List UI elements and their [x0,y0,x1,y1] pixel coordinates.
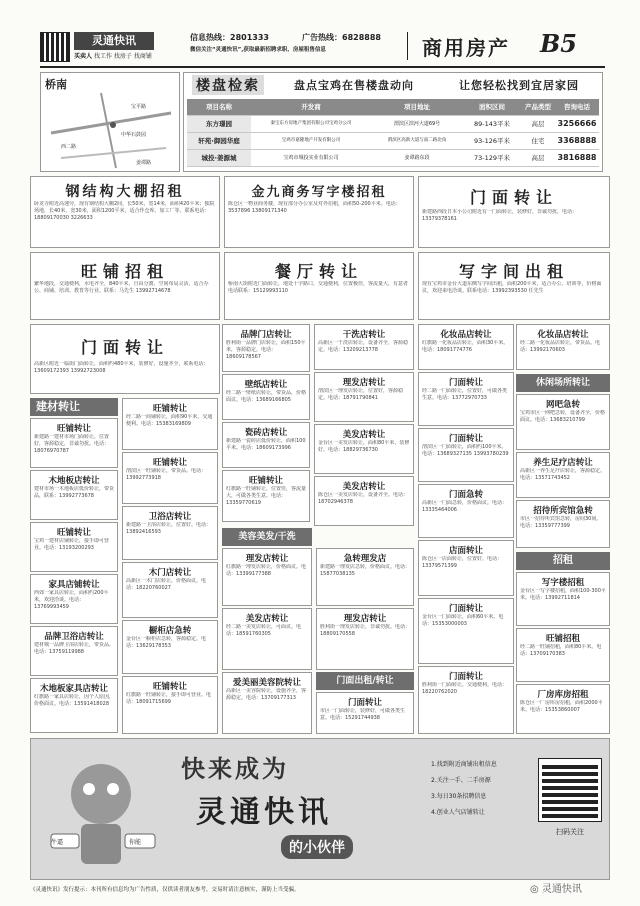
classified-ad[interactable] [30,574,118,624]
phone: 3816888 [557,153,597,162]
header-logo: 灵通快讯 [74,32,154,50]
promo-step: 1.找到附近商铺出租信息 [431,761,497,768]
ad-body: 高新区一木门店转让，价格面议。电话：18220760027 [126,578,207,591]
ad-body: 现有宝鸡市金台大道东侧写字间出租，面积200平米，适合办公、培训等，价格面议，欢迎来电洽谈。联系电话：13992393530 任先生 [422,281,602,294]
table-row[interactable] [187,133,599,150]
promo-headline-1: 快来成为 [181,755,289,783]
watermark-text: 灵通快讯 [541,884,582,895]
ad-body: 金台区一写字楼招租，面积100-300平米。电话：13992711814 [520,588,606,601]
classified-ad[interactable] [418,428,514,482]
product-type: 住宅 [531,137,545,145]
ad-body: 高新区附近一临街门面转让，面积约480平米，装修好，设施齐全，联系电话：13609172393 13992723008 [34,361,209,374]
ad-body: 红旗路一旺铺转让，位置佳，客流量大，可做各类生意。电话：13359770619 [226,486,307,506]
ad-title: 金九商务写字楼招租 [251,185,387,200]
classified-ad[interactable] [222,608,312,670]
cartoon-mascot-icon [41,749,161,874]
classified-ad[interactable] [316,692,414,734]
table-row[interactable] [187,116,599,133]
ad-title: 厂房库房招租 [537,690,589,700]
section-title: 商用房产 [422,36,510,60]
logo-qr-icon [40,32,70,62]
ad-body: 新建路一瓷砖店低价转让，面积100平米。电话：18609173996 [226,438,306,451]
ad-title: 餐厅转让 [274,262,363,281]
classified-ad[interactable] [516,324,610,370]
ad-title: 壁纸店转让 [244,380,288,390]
product-type: 高层 [531,154,545,162]
ad-body: 繁华地段，交通便利，水电齐全，840平米，自由分割，空间布局灵活，适合办公、商铺、培训、教育等行业。联系：马先生 13992714678 [34,281,209,294]
classified-ad[interactable] [222,672,312,734]
ad-title: 理发店转让 [343,614,387,624]
classified-ad[interactable] [222,470,310,522]
column-building-materials [30,418,118,733]
ad-body: 市区一门面转让，装修好，可做各类生意。电话：15291744938 [320,708,406,721]
col-header: 项目地址 [404,103,430,111]
promo-step: 3.每日30条招聘信息 [431,793,487,800]
ad-title: 旺铺招租 [545,634,580,644]
ad-body: 新建路一卫浴店转让，位置好。电话：13892416593 [126,522,212,535]
ad-title: 旺铺转让 [56,424,91,434]
ad-body: 经二路一化妆品店转让，带货品。电话：13992170603 [520,340,601,353]
classified-ad[interactable] [418,372,514,426]
ad-title: 化妆品店转让 [440,330,492,340]
area-range: 89-143平米 [473,120,511,128]
classified-ad[interactable] [30,678,118,733]
ad-title: 理发店转让 [342,378,386,388]
ad-body: 建材城一品牌卫浴店转让，带货品。电话：13759119988 [34,642,115,655]
col-header: 开发商 [301,103,321,111]
ad-title: 旺铺转让 [152,458,187,468]
column-3 [122,398,218,734]
ad-body: 胜利街一理发店转让，非诚勿扰。电话：18809170558 [320,624,411,637]
ad-body: 卧龙寺附近高速旁，现有钢结构大棚2间，长50米，宽14米，面积420平米；独院场地，长40米，宽30米，面积1200平米，适合作仓库、加工厂等。联系电话：18809170030 3226633 [34,201,215,221]
area-label: 桥南 [45,78,67,91]
promo-step: 4.创业人气店铺转让 [431,809,485,816]
road-label: 西二路 [61,144,77,150]
developer: 宝鸡市城投实业有限公司 [283,155,339,161]
ad-body: 金台区一美发店转让，面积80平米，装修好。电话：18829736730 [318,440,410,453]
ad-title: 旺铺转让 [248,476,283,486]
ad-body: 高新区一干洗店转让，设备齐全，客源稳定。电话：13209213778 [318,340,409,353]
classified-ad[interactable] [516,500,610,548]
ad-body: 金台区一橱柜店急转，客源稳定。电话：13629178353 [126,636,207,649]
ad-title: 门面转让 [448,604,483,614]
ad-title: 干洗店转让 [342,330,386,340]
section-header-leisure: 休闲场所转让 [516,374,610,392]
area-map [40,72,180,172]
classified-ad[interactable] [122,620,218,674]
listing-table [187,99,599,171]
listing-title: 楼盘检索 [192,75,264,95]
slogan-item: 找商铺 [133,53,152,60]
classified-ad[interactable] [222,324,310,372]
ad-body: 渭滨区一旺铺转让，带货品。电话：13992773918 [126,468,207,481]
classified-ad[interactable] [316,548,414,606]
section-header-storefront: 门面出租/转让 [316,672,414,690]
promo-headline-3: 的小伙伴 [281,835,353,859]
classified-ad[interactable] [516,572,610,626]
ad-body: 陈仓区一厂房库房招租，面积2000平米。电话：15353860007 [520,700,603,713]
footer-watermark [530,880,610,900]
ad-title: 木地板店转让 [48,476,100,486]
product-type: 高层 [531,120,545,128]
ad-title: 卫浴店转让 [148,512,192,522]
phone: 3256666 [557,119,597,128]
classified-ad[interactable] [516,628,610,682]
column-6 [418,324,514,734]
qr-code-icon[interactable] [539,759,601,821]
col-header: 咨询电话 [564,103,590,111]
ad-title: 钢结构大棚招租 [65,184,185,200]
ad-body: 经二路一商铺转让，面积90平米，交通便利。电话：15383169809 [126,414,213,427]
ad-title: 写字间出租 [458,262,569,281]
ad-body: 宝鸡市区一网吧急转，设备齐全，价格面议。电话：13683210799 [520,410,606,423]
address: 渭滨区滨河大道69号 [393,121,441,127]
classified-ad[interactable] [30,470,118,520]
map-roads [41,73,180,172]
ad-title: 品牌门店转让 [240,330,292,340]
ad-body: 渭滨区一门面转让，面积约100平米。电话：13689327135 13993780239 [422,444,509,457]
slogan-left: 买卖人 [74,53,93,60]
ad-title: 化妆品店转让 [537,330,589,340]
ad-title: 美发店转让 [342,430,386,440]
ad-body: 陈仓区一店面转让，位置好。电话：13379571399 [422,556,503,569]
ad-title: 家具店铺转让 [48,580,100,590]
ad-title: 旺铺转让 [56,528,91,538]
classified-ad[interactable] [30,522,118,572]
ad-title: 店面转让 [448,546,483,556]
slogan-item: 找工作 [93,53,112,60]
ad-body: 经二路一壁纸店转让，带货品，价格面议。电话：13689166805 [226,390,307,403]
classified-ad[interactable] [222,548,312,606]
ad-body: 高新区一门面急转，价格面议。电话：13335464006 [422,500,508,513]
ad-body: 新建路一理发店急转，价格面议。电话：15877038135 [320,564,411,577]
ad-body: 金台区一门面转让，面积60平米。电话：15353000003 [422,614,504,627]
ad-body: 市区一招待所宾馆急转，房间30间。电话：13359777399 [520,516,602,529]
listing-panel [183,72,603,172]
ad-title: 门面转让 [80,338,169,357]
ad-title: 旺铺转让 [152,404,187,414]
classified-ad[interactable] [122,506,218,560]
road-label: 宝平路 [131,104,147,110]
ad-body: 经二路一门面转让，位置好，可做各类生意。电话：13772970733 [422,388,508,401]
classified-ad[interactable] [122,676,218,734]
footer-disclaimer: 《灵通快讯》发行提示：本刊所有信息均为广告性质，仅供读者朋友参考，交易时请注意核实，谨防上当受骗。 [30,887,300,893]
ad-body: 陈仓区一物业商务楼，现有部分办公室及对外招租，面积50-200平米。电话：3537896 13809171340 [228,201,401,214]
classified-ad[interactable] [316,608,414,670]
col-header: 产品类型 [525,103,551,111]
ad-body: 红旗路一旺铺转让，接手即可营业。电话：18091715699 [126,692,212,705]
classified-ad[interactable] [418,540,514,596]
ad-title: 网吧急转 [545,400,580,410]
promo-steps [431,757,531,821]
classified-ad[interactable] [314,476,414,526]
ad-body: 高新区一美容院转让，设施齐全，客源稳定。电话：13709177313 [226,688,307,701]
ad-body: 新建路一建材市场门面转让，位置好，客源稳定，非诚勿扰。电话：18076970787 [34,434,110,454]
ad-body: 宝鸡一建材店铺转让，接手即可营业。电话：13193200293 [34,538,110,551]
classified-ad[interactable] [314,324,414,370]
ad-body: 高新区一养生足疗店转让，客源稳定。电话：13571743452 [520,468,606,481]
col-header: 面积区间 [479,103,505,111]
ad-body: 建材市场一木地板店低价转让，带货品，联系：13992773678 [34,486,115,499]
ad-title: 瓷砖店转让 [244,428,288,438]
classified-ad[interactable] [122,452,218,504]
ad-body: 红旗路一化妆品店转让，面积30平米。电话：18091774776 [422,340,509,353]
classified-ad[interactable] [418,484,514,538]
ad-title: 门面转让 [469,188,558,207]
ad-body: 陈仓区一美发店转让，设备齐全。电话：18702946378 [318,492,409,505]
table-row[interactable] [187,150,599,167]
phone: 3368888 [557,136,597,145]
wechat-icon: ◎ [530,884,539,895]
ad-body: 经二路一旺铺招租，面积80平米。电话：13709170383 [520,644,602,657]
wechat-note: 微信关注“灵通快讯”,获取最新招聘求职、房屋租售信息 [190,47,326,53]
listing-subtitle-2: 让您轻松找到宜居家园 [459,79,579,92]
ad-title: 旺铺转让 [152,682,187,692]
classified-ad[interactable] [516,452,610,498]
classified-ad[interactable] [314,372,414,422]
classified-ad[interactable] [418,666,514,734]
ad-phone: 广告热线：6828888 [302,33,381,42]
ad-title: 美发店转让 [342,482,386,492]
ad-title: 品牌卫浴店转让 [44,632,104,642]
road-label: 姜谭路 [136,160,152,166]
classified-ad[interactable] [516,684,610,734]
classified-ad[interactable] [30,418,118,468]
project-name: 东方璟园 [187,116,251,132]
ad-storefront-transfer[interactable] [418,176,610,248]
area-range: 93-126平米 [473,137,511,145]
ad-title: 门面转让 [448,378,483,388]
promo-step: 2.关注一手、二手房源 [431,777,491,784]
ad-title: 木门店转让 [148,568,192,578]
slogan-item: 找房子 [113,53,132,60]
ad-office-rent[interactable] [418,252,610,320]
promo-headline-2: 灵通快讯 [196,795,332,830]
ad-title: 急转理发店 [343,554,387,564]
ad-shop-rent[interactable] [30,252,220,320]
ad-title: 理发店转让 [245,554,289,564]
classified-ad[interactable] [418,324,514,370]
ad-body: 经二路一美发店转让，可面议。电话：18591760305 [226,624,302,637]
ad-body: 红旗路一理发店转让，价格面议。电话：13399177388 [226,564,307,577]
area-range: 73-129平米 [473,154,511,162]
classified-ad[interactable] [314,424,414,474]
classified-ad[interactable] [222,422,310,468]
project-name: 城投·姜源城 [187,150,251,166]
ad-storefront-transfer-2[interactable] [30,324,220,394]
ad-title: 招待所宾馆急转 [533,506,593,516]
section-header-rent: 招租 [516,552,610,570]
ad-body: 桥南大街附近门面转让，地处十字路口，交通便利，位置极佳，客流量大，有意者电话联系：15129993110 [228,281,409,294]
promo-tag: 你能 [129,839,142,846]
developer: 秦宝东方房地产集团有限公司宝鸡分公司 [270,121,352,126]
ad-steel-shed[interactable] [30,176,220,248]
ad-title: 门面转让 [448,672,483,682]
address: 渭滨区高新大道与南二路北角 [387,138,447,143]
ad-body: 西郊一家具店转让，面积约200平米，欢迎洽谈。电话：13769993459 [34,590,109,610]
section-header-beauty: 美容美发/干洗 [222,528,312,546]
ad-title: 门面转让 [448,434,483,444]
classified-ad[interactable] [418,598,514,664]
classified-ad[interactable] [516,394,610,450]
column-beauty [222,548,414,734]
ad-body: 胜利街一门面转让，交通便利。电话：18220762020 [422,682,508,695]
ad-title: 旺铺招租 [80,262,169,281]
info-phone: 信息热线：2801333 [190,33,269,42]
ad-body: 胜利街一品牌门店转让，面积150平米，客源稳定。电话：18609178567 [226,340,306,360]
classified-ad[interactable] [30,626,118,676]
ad-title: 写字楼招租 [541,578,585,588]
ad-title: 门面转让 [347,698,382,708]
section-header-building-materials: 建材转让 [30,398,118,416]
ad-body: 红旗路一家具店转让，因个人原因，价格面议。电话：13591418028 [34,694,115,707]
ad-title: 美发店转让 [245,614,289,624]
table-header [187,99,599,116]
road-label: 中华石鼓园 [121,132,147,138]
ad-body: 渭滨区一理发店转让，位置好，客源稳定。电话：18791790841 [318,388,404,401]
listing-subtitle: 盘点宝鸡在售楼盘动向 [294,79,414,92]
page-number: B5 [540,29,577,58]
header [40,30,600,70]
classified-ad[interactable] [122,562,218,618]
column-7 [516,324,610,734]
ad-restaurant-transfer[interactable] [224,252,414,320]
project-name: 轩苑·御园华庭 [187,133,251,149]
col-header: 项目名称 [206,103,232,111]
ad-title: 养生足疗店转让 [533,458,593,468]
developer: 宝鸡市嘉隆地产开发有限公司 [281,138,341,143]
promo-tag: 牛逼 [51,839,64,846]
ad-title: 木地板家具店转让 [39,684,108,694]
qr-label: 扫码关注 [556,828,584,836]
ad-title: 橱柜店急转 [148,626,192,636]
ad-office-building[interactable] [224,176,414,248]
ad-title: 门面急转 [448,490,483,500]
classified-ad[interactable] [122,398,218,450]
ad-title: 爱美丽美容院转让 [232,678,301,688]
address: 姜谭路东段 [404,155,430,161]
ad-body: 新建路西段日本小公司附近有一门面转让，装修好，非诚勿扰，电话：13379378161 [422,209,578,222]
classified-ad[interactable] [222,374,310,420]
promo-banner [30,738,610,880]
